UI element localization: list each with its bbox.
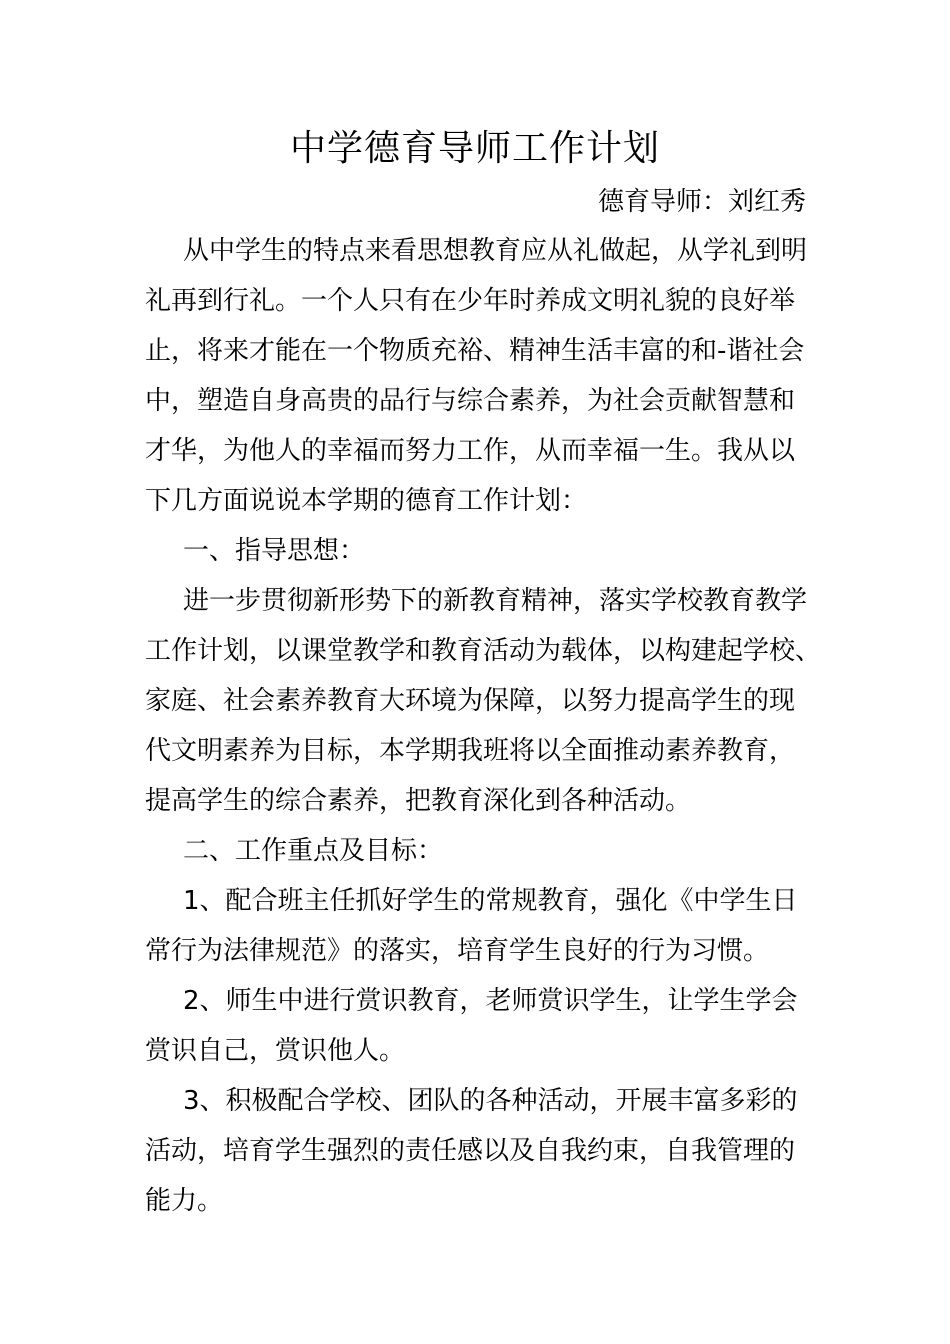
document-title: 中学德育导师工作计划 [289, 128, 660, 169]
body-line: 工作计划，以课堂教学和教育活动为载体，以构建起学校、 [145, 636, 822, 666]
body-line: 2、师生中进行赏识教育，老师赏识学生，让学生学会 [183, 986, 798, 1016]
body-line: 能力。 [145, 1186, 224, 1216]
body-line: 一、指导思想： [183, 536, 366, 566]
body-line: 下几方面说说本学期的德育工作计划： [145, 486, 588, 516]
body-line: 才华，为他人的幸福而努力工作，从而幸福一生。我从以 [145, 436, 796, 466]
body-line: 代文明素养为目标，本学期我班将以全面推动素养教育， [145, 736, 796, 766]
body-line: 1、配合班主任抓好学生的常规教育，强化《中学生日 [183, 886, 798, 916]
body-line: 常行为法律规范》的落实，培育学生良好的行为习惯。 [145, 936, 770, 966]
body-line: 提高学生的综合素养，把教育深化到各种活动。 [145, 786, 692, 816]
body-line: 进一步贯彻新形势下的新教育精神，落实学校教育教学 [183, 586, 808, 616]
body-line: 赏识自己，赏识他人。 [145, 1036, 406, 1066]
document-body [145, 226, 822, 1226]
body-line: 3、积极配合学校、团队的各种活动，开展丰富多彩的 [183, 1086, 798, 1116]
body-line: 止，将来才能在一个物质充裕、精神生活丰富的和-谐社会 [145, 336, 805, 366]
body-line: 中，塑造自身高贵的品行与综合素养，为社会贡献智慧和 [145, 386, 796, 416]
body-line: 二、工作重点及目标： [183, 836, 444, 866]
author-line: 德育导师：刘红秀 [597, 187, 806, 217]
body-line: 礼再到行礼。一个人只有在少年时养成文明礼貌的良好举 [145, 286, 796, 316]
body-line: 家庭、社会素养教育大环境为保障，以努力提高学生的现 [145, 686, 796, 716]
body-line: 从中学生的特点来看思想教育应从礼做起，从学礼到明 [183, 236, 808, 266]
body-line: 活动，培育学生强烈的责任感以及自我约束，自我管理的 [145, 1136, 796, 1166]
